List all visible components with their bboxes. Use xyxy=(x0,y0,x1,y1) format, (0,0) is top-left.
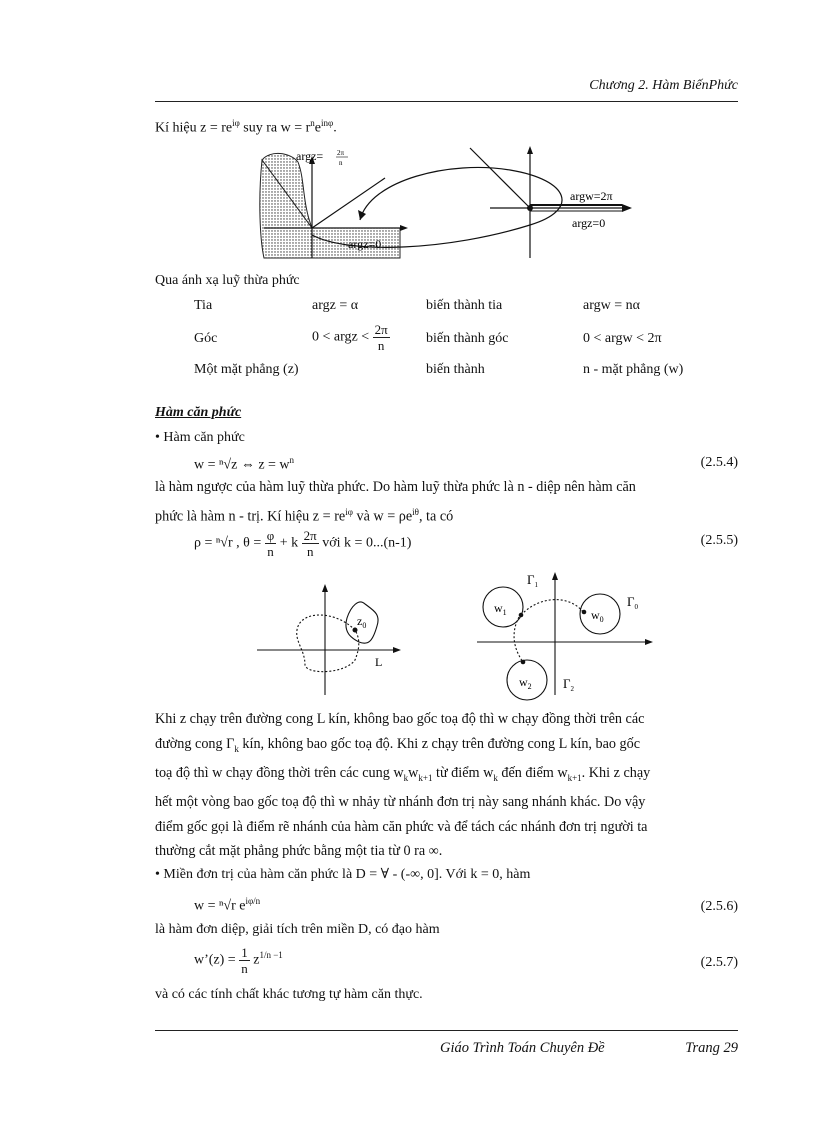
mapping-row-1-c2: argz = α xyxy=(312,298,359,313)
label-argz0-right: argz=0 xyxy=(572,216,606,230)
footer-rule xyxy=(155,1030,738,1031)
eq-tag-2-5-7: (2.5.7) xyxy=(700,955,738,970)
equation-2-5-7: w’(z) = $\frac{1}{n}$ $z^{1/n -1}$ xyxy=(194,945,283,976)
mapping-row-2-c1: Góc xyxy=(194,331,218,346)
paragraph-branch-point: Khi z chạy trên đường cong L kín, không bao gốc toạ độ thì w chạy đồng thời trên các đường cong $\Gamma_k$ kín, không bao gốc toạ độ. Khi z chạy trên đường cong L kín, bao gốc toạ độ thì w chạy đồng thời trên các cung $w_kw_{k+1}$ từ điểm $w_k$ đến điểm $w_{k+1}$. Khi z chạy hết một vòng bao gốc toạ độ thì w nhảy từ nhánh đơn trị này sang nhánh khác. Do vậy điểm gốc gọi là điểm rẽ nhánh của hàm căn phức và để tách các nhánh đơn trị người ta thường cắt mặt phẳng phức bằng một tia từ 0 ra ∞. xyxy=(155,711,651,860)
running-header: Chương 2. Hàm BiếnPhức xyxy=(589,78,738,93)
bullet-single-valued-domain: • Miền đơn trị của hàm căn phức là D = ∀ - (-∞, 0]. Với k = 0, hàm xyxy=(155,867,531,882)
section-title: Hàm căn phức xyxy=(155,405,242,420)
label-argw-2pi: argw=2π xyxy=(570,189,613,203)
equation-2-5-5: ρ = ⁿ√r , θ = $\frac{\varphi}{n}$ + k $\frac{2\pi}{n}$ với k = 0...(n-1) xyxy=(194,528,412,559)
eq-tag-2-5-4: (2.5.4) xyxy=(700,455,738,470)
footer-page-number: Trang 29 xyxy=(685,1040,738,1056)
mapping-row-3-c3: biến thành xyxy=(426,362,485,377)
bullet-root-function: • Hàm căn phức xyxy=(155,430,245,445)
mapping-row-2-c2: 0 < argz < $\frac{2\pi}{n}$ xyxy=(312,322,388,353)
paragraph-inverse: là hàm ngược của hàm luỹ thừa phức. Do hàm luỹ thừa phức là n - diệp nên hàm căn phức là hàm n - trị. Kí hiệu $z = re^{i\varphi}$ và $w = \rho e^{i\theta}$, ta có xyxy=(155,479,636,525)
eq-tag-2-5-6: (2.5.6) xyxy=(700,899,738,914)
label-gamma2: $\Gamma_2$ xyxy=(563,676,575,693)
equation-2-5-6: w = ⁿ√r $e^{i\varphi/n}$ xyxy=(194,896,261,914)
mapping-row-3-c1: Một mặt phẳng (z) xyxy=(194,362,299,377)
eq-tag-2-5-5: (2.5.5) xyxy=(700,533,738,548)
power-map-figure xyxy=(250,140,670,270)
notation-line: Kí hiệu $z = re^{i\varphi}$ suy ra $w = r^ne^{in\varphi}$. xyxy=(155,118,337,136)
mapping-row-1-c4: argw = nα xyxy=(583,298,640,313)
mapping-row-1-c3: biến thành tia xyxy=(426,298,503,313)
label-w1: $w_1$ xyxy=(494,601,507,617)
label-frac-den: n xyxy=(339,159,343,167)
label-argz0-left: argz=0 xyxy=(348,237,382,251)
label-w0: $w_0$ xyxy=(591,608,604,624)
equation-2-5-4: w = ⁿ√z ⇔ $z = w^n$ xyxy=(194,455,295,473)
label-frac-num: 2π xyxy=(337,149,345,157)
mapping-row-3-c4: n - mặt phẳng (w) xyxy=(583,362,684,377)
label-z0: $z_0$ xyxy=(357,614,367,630)
mapping-intro: Qua ánh xạ luỹ thừa phức xyxy=(155,273,300,288)
mapping-row-2-c4: 0 < argw < 2π xyxy=(583,331,662,346)
footer-book-title: Giáo Trình Toán Chuyên Đề xyxy=(440,1040,605,1056)
mapping-row-2-c3: biến thành góc xyxy=(426,331,509,346)
label-L: L xyxy=(375,655,383,669)
header-rule xyxy=(155,101,738,102)
label-gamma1: $\Gamma_1$ xyxy=(527,572,539,589)
label-argz-2pi: argz= xyxy=(296,149,324,163)
label-w2: $w_2$ xyxy=(519,675,532,691)
mapping-row-1-c1: Tia xyxy=(194,298,213,313)
properties-line: và có các tính chất khác tương tự hàm căn thực. xyxy=(155,987,423,1002)
label-gamma0: $\Gamma_0$ xyxy=(627,594,639,611)
root-branches-figure xyxy=(255,570,655,705)
analytic-line: là hàm đơn diệp, giải tích trên miền D, có đạo hàm xyxy=(155,922,440,937)
